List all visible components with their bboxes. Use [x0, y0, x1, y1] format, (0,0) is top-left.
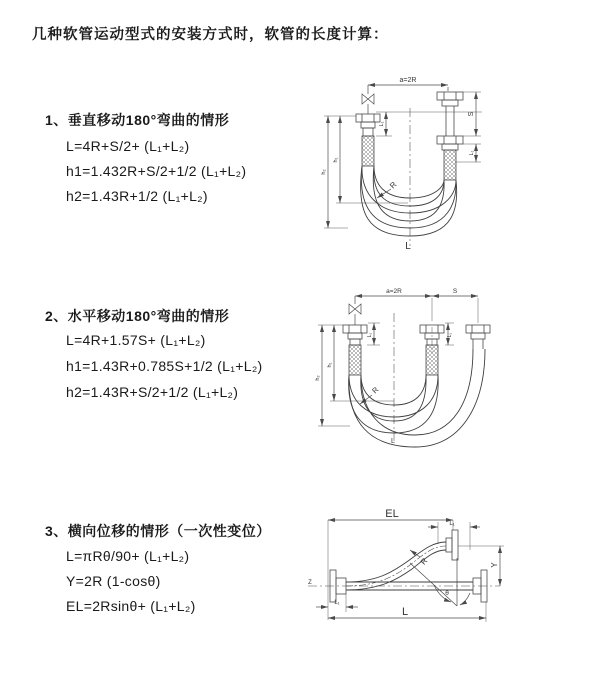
dim-label-s: S — [468, 111, 475, 117]
section-3-formula-l: L=πRθ/90+ (L₁+L₂) — [66, 548, 190, 564]
dim-label-l1-top: L₁ — [449, 521, 455, 527]
section-3-heading: 3、横向位移的情形（一次性变位） — [45, 523, 271, 539]
diagram-lateral-displacement — [300, 500, 600, 660]
section-2-formula-h1: h1=1.43R+0.785S+1/2 (L₁+L₂) — [66, 358, 263, 374]
radius-label: R — [388, 180, 399, 191]
dim-label-h1: h₁ — [327, 362, 333, 368]
diagram3-labels — [308, 508, 499, 618]
dim-label-el: EL — [385, 508, 399, 520]
dim-label-a2r: a=2R — [386, 288, 402, 295]
dim-label-l1-left: L₁ — [379, 121, 385, 127]
diagram1-fittings — [356, 92, 463, 180]
diagram1-dimension-linework — [324, 85, 482, 246]
section-2-formula-h2: h2=1.43R+S/2+1/2 (L₁+L₂) — [66, 384, 239, 400]
page-title: 几种软管运动型式的安装方式时，软管的长度计算： — [32, 27, 389, 43]
dim-label-l1-left: L₁ — [367, 332, 373, 338]
dim-label-h1: h₁ — [333, 157, 339, 163]
dim-label-h2: h₂ — [315, 375, 321, 381]
centerline-z-mark: Z — [308, 580, 312, 586]
section-1-formula-l: L=4R+S/2+ (L₁+L₂) — [66, 138, 190, 154]
dim-label-l1-bottom: L₁ — [334, 600, 340, 606]
length-label: L — [391, 438, 395, 445]
dim-label-y: Y — [490, 562, 499, 568]
dim-label-l1-right: L₁ — [469, 150, 475, 156]
length-label: L — [405, 241, 411, 252]
dim-label-s: S — [452, 288, 458, 295]
diagram-horizontal-180-bend — [310, 283, 600, 463]
valve-icon — [349, 304, 361, 314]
section-1-heading: 1、垂直移动180°弯曲的情形 — [45, 112, 230, 128]
section-3-formula-y: Y=2R (1-cosθ) — [66, 573, 161, 589]
angle-theta-label: θ — [445, 590, 449, 597]
radius-label: R — [418, 556, 430, 567]
diagram1-hose-arcs — [361, 166, 457, 236]
length-label: L — [401, 606, 409, 618]
valve-icon — [362, 94, 374, 104]
diagram3-hose-lines — [346, 542, 473, 590]
diagram2-hose-arcs — [349, 349, 485, 447]
diagram-vertical-180-bend — [310, 68, 600, 263]
section-1-formula-h2: h2=1.43R+1/2 (L₁+L₂) — [66, 188, 208, 204]
dim-label-a2r: a=2R — [399, 77, 417, 84]
section-3-formula-el: EL=2Rsinθ+ (L₁+L₂) — [66, 598, 196, 614]
section-1-formula-h1: h1=1.432R+S/2+1/2 (L₁+L₂) — [66, 163, 247, 179]
dim-label-l1-mid: L₁ — [447, 332, 453, 338]
radius-label: R — [370, 385, 381, 396]
dim-label-h2: h₂ — [321, 169, 327, 175]
section-2-heading: 2、水平移动180°弯曲的情形 — [45, 308, 230, 324]
diagram2-fittings — [343, 325, 490, 375]
section-2-formula-l: L=4R+1.57S+ (L₁+L₂) — [66, 332, 206, 348]
